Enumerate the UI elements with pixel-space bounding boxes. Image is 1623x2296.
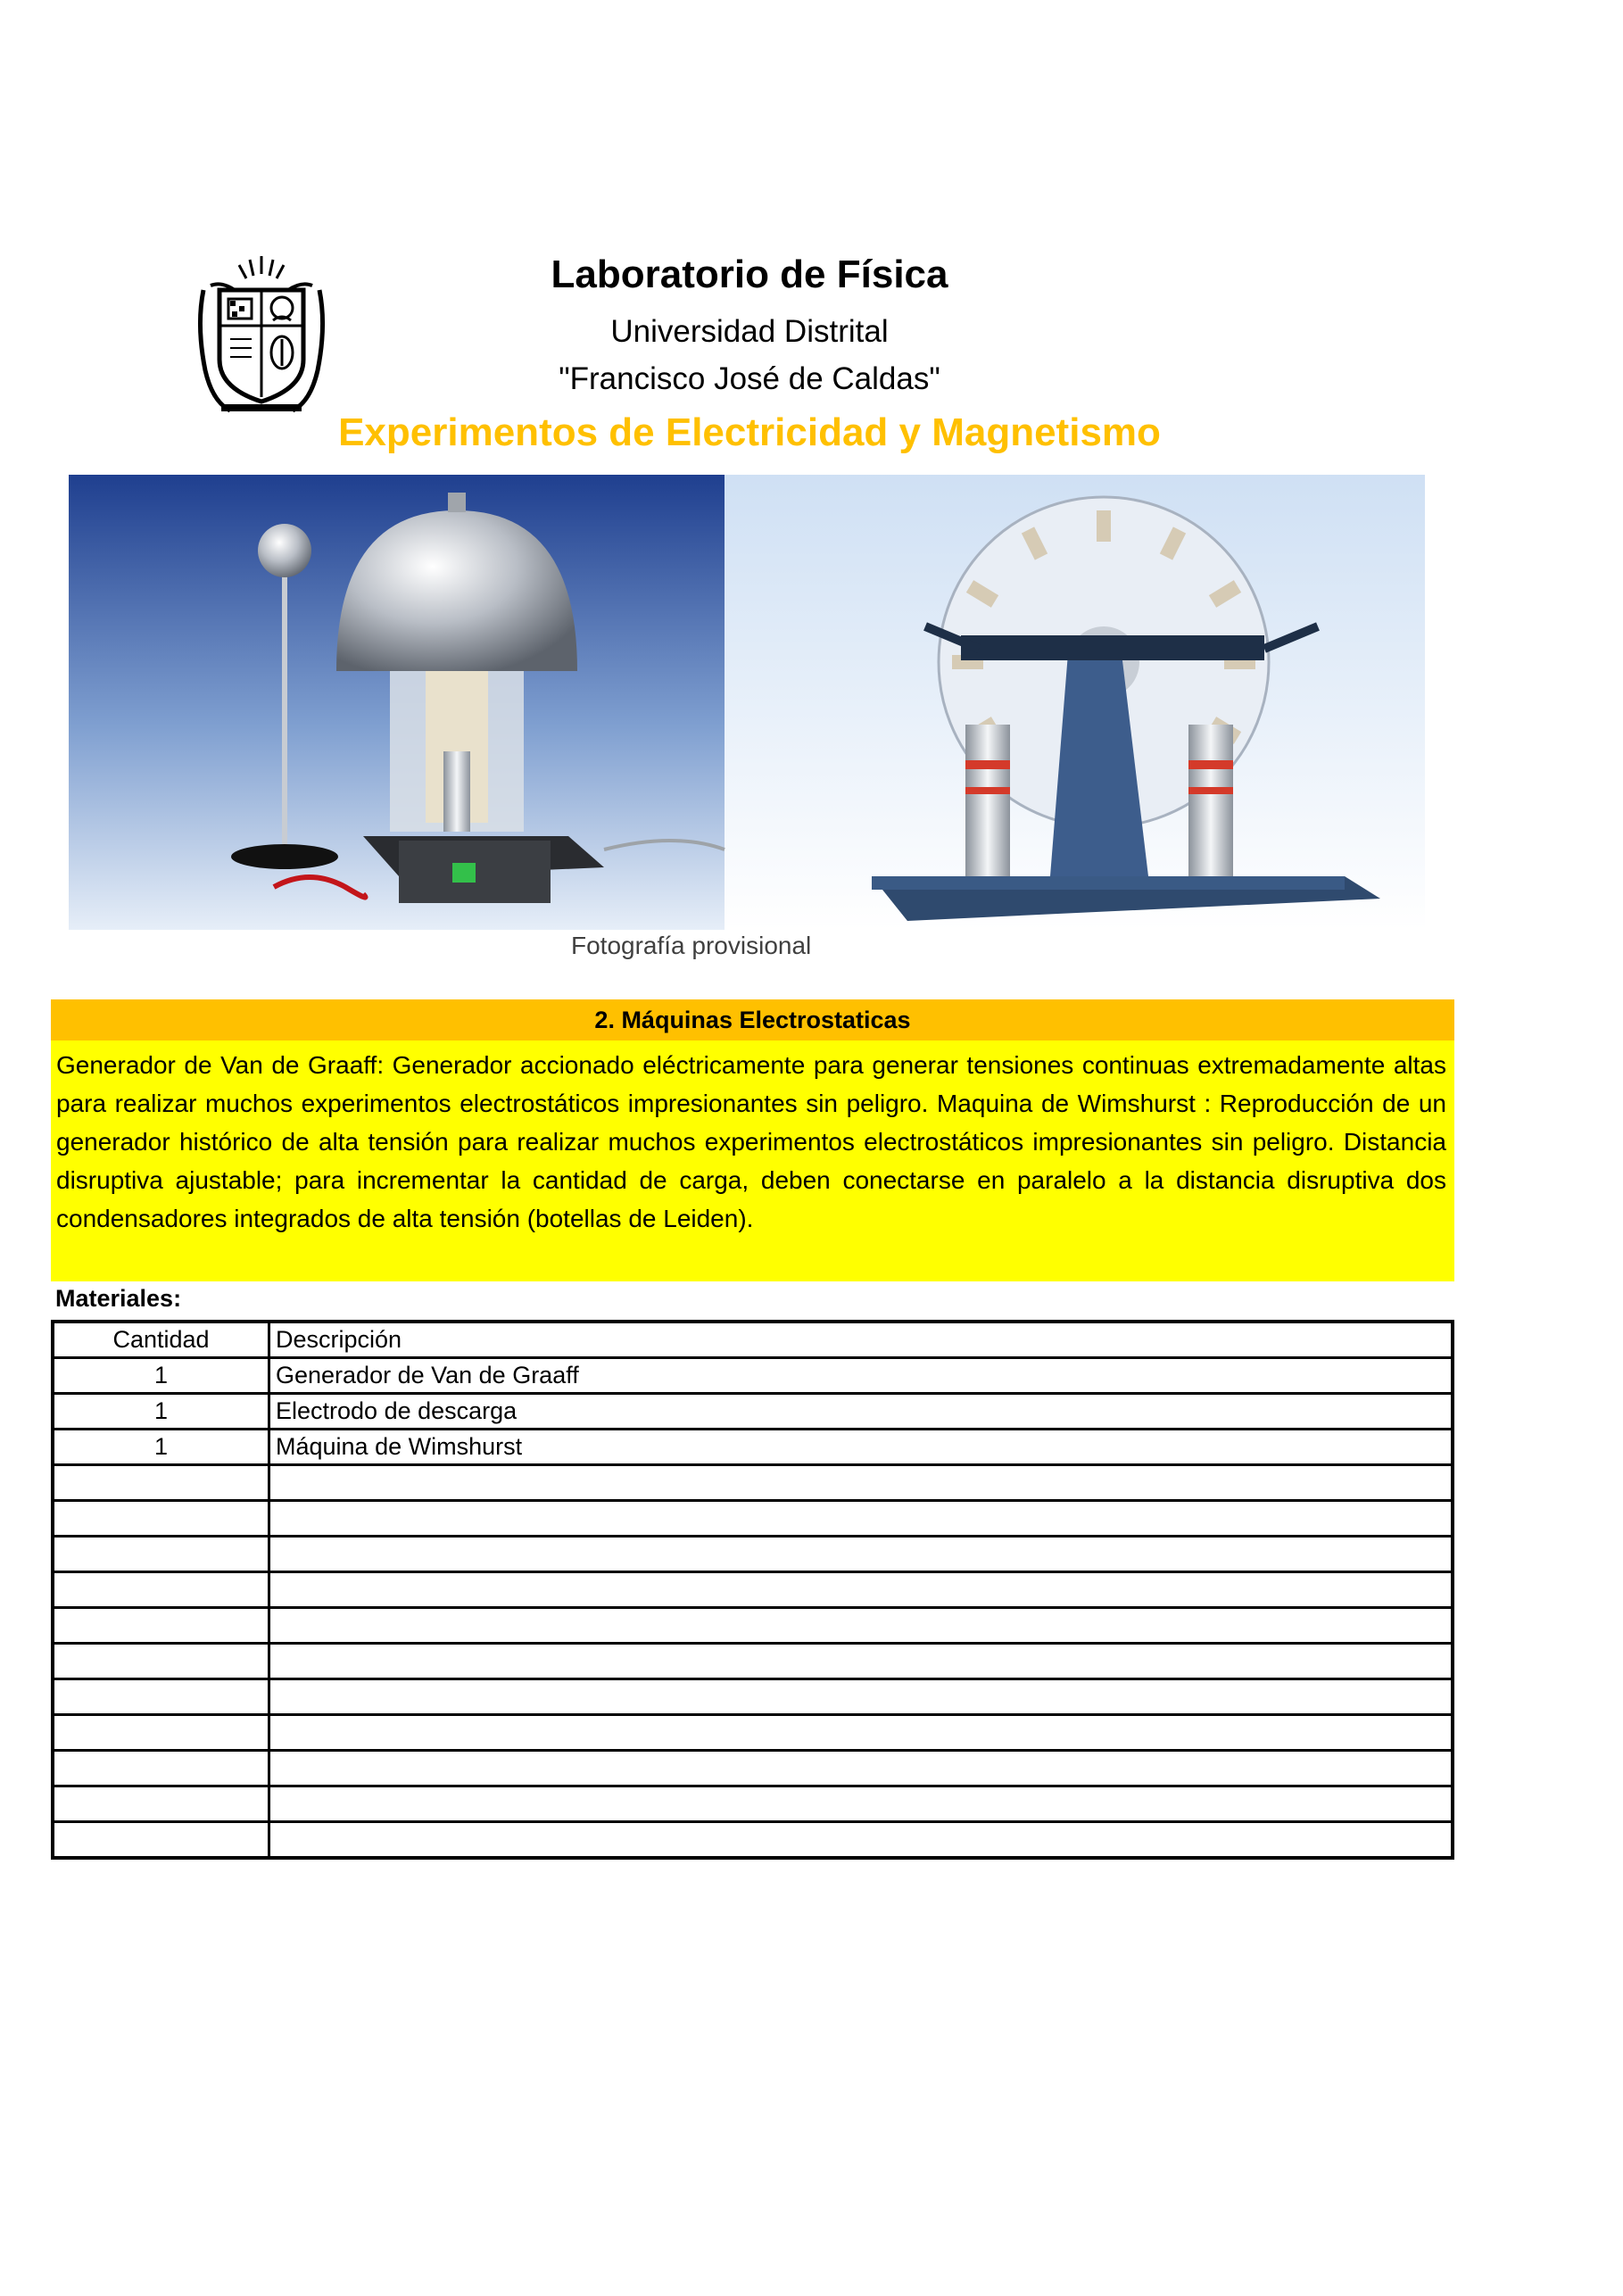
quantity-cell	[53, 1822, 269, 1859]
table-row	[53, 1644, 1453, 1679]
description-cell	[269, 1751, 1453, 1786]
materials-label: Materiales:	[55, 1285, 182, 1312]
quantity-cell: 1	[53, 1430, 269, 1465]
table-row	[53, 1465, 1453, 1501]
description-box	[51, 1040, 1454, 1281]
quantity-cell	[53, 1644, 269, 1679]
table-row	[53, 1501, 1453, 1537]
table-row	[53, 1822, 1453, 1859]
table-row	[53, 1394, 1453, 1430]
description-cell: Máquina de Wimshurst	[269, 1430, 1453, 1465]
description-cell	[269, 1822, 1453, 1859]
materials-table	[51, 1320, 1454, 1860]
quantity-cell: 1	[53, 1358, 269, 1394]
quantity-cell	[53, 1501, 269, 1537]
table-row	[53, 1572, 1453, 1608]
table-row	[53, 1537, 1453, 1572]
section-title: 2. Máquinas Electrostaticas	[51, 999, 1454, 1040]
equipment-photo	[69, 475, 1425, 930]
table-row	[53, 1679, 1453, 1715]
description-cell	[269, 1465, 1453, 1501]
description-cell	[269, 1608, 1453, 1644]
quantity-cell	[53, 1465, 269, 1501]
photo-caption: Fotografía provisional	[571, 932, 812, 959]
description-cell	[269, 1786, 1453, 1822]
description-cell: Electrodo de descarga	[269, 1394, 1453, 1430]
quantity-cell	[53, 1537, 269, 1572]
experiments-heading: Experimentos de Electricidad y Magnetismo	[338, 410, 1161, 454]
table-row	[53, 1358, 1453, 1394]
university-crest-icon	[195, 254, 328, 415]
quantity-cell	[53, 1751, 269, 1786]
table-header-row	[53, 1322, 1453, 1358]
description-text: Generador de Van de Graaff: Generador accionado eléctricamente para generar tensiones continuas extremadamente altas para realizar muchos experimentos electrostáticos impresionantes sin peligro. Maquina de Wimshurst : Reproducción de un generador histórico de alta tensión para realizar muchos experimentos electrostáticos impresionantes sin peligro. Distancia disruptiva ajustable; para incrementar la cantidad de carga, deben conectarse en paralelo a la distancia disruptiva dos condensadores integrados de alta tensión (botellas de Leiden).	[56, 1051, 1446, 1232]
table-row	[53, 1430, 1453, 1465]
quantity-cell	[53, 1679, 269, 1715]
table-row	[53, 1715, 1453, 1751]
quantity-cell	[53, 1608, 269, 1644]
table-row	[53, 1751, 1453, 1786]
quantity-cell: 1	[53, 1394, 269, 1430]
description-cell	[269, 1537, 1453, 1572]
description-cell	[269, 1572, 1453, 1608]
page-title: Laboratorio de Física	[551, 253, 948, 296]
university-subname: "Francisco José de Caldas"	[559, 361, 940, 396]
description-cell	[269, 1679, 1453, 1715]
description-cell	[269, 1644, 1453, 1679]
column-header-description: Descripción	[269, 1322, 1453, 1358]
table-row	[53, 1608, 1453, 1644]
quantity-cell	[53, 1572, 269, 1608]
description-cell: Generador de Van de Graaff	[269, 1358, 1453, 1394]
description-cell	[269, 1715, 1453, 1751]
quantity-cell	[53, 1715, 269, 1751]
column-header-quantity: Cantidad	[53, 1322, 269, 1358]
university-name: Universidad Distrital	[610, 314, 889, 349]
table-row	[53, 1786, 1453, 1822]
description-cell	[269, 1501, 1453, 1537]
quantity-cell	[53, 1786, 269, 1822]
